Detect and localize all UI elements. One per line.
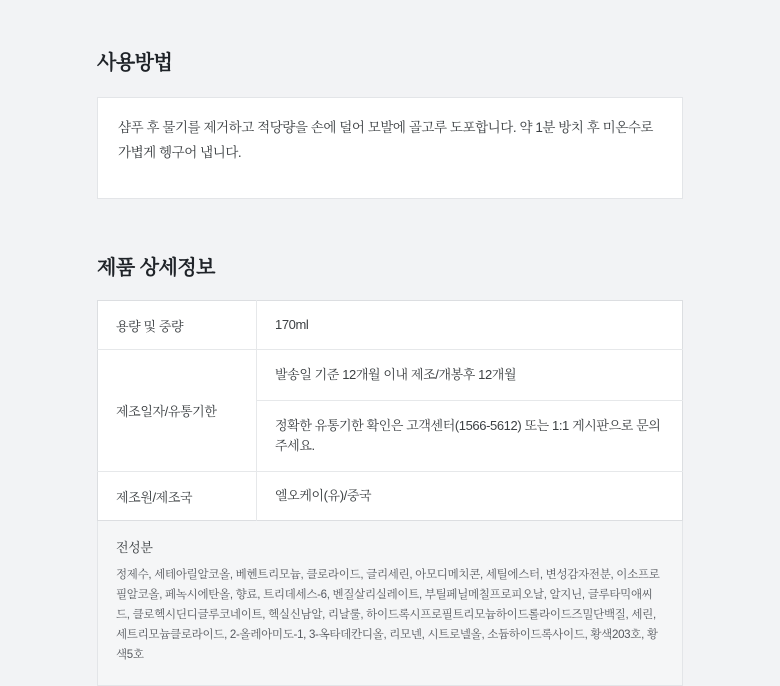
table-row bbox=[98, 301, 683, 350]
row-label-manufacture-date: 제조일자/유통기한 bbox=[98, 350, 257, 472]
ingredients-label: 전성분 bbox=[116, 540, 153, 555]
ingredients-text: 정제수, 세테아릴알코올, 베헨트리모늄, 클로라이드, 글리세린, 아모디메치콘, 세틸에스터, 변성감자전분, 이소프로필알코올, 페녹시에탄올, 향료, 트리데세스-6, 벤질살리실레이트, 부틸페닐메칠프로피오날, 알지닌, 글루타믹애씨드, 클로헥시딘디글루코네이트, 헥실신남알, 리날룰, 하이드록시프로필트리모늄하이드롤라이드즈밀단백질, 세린, 세트리모늄클로라이드, 2-올레아미도-1, 3-옥타데칸디올, 리모넨, 시트로넬올, 소듐하이드록사이드, 황색203호, 황색5호 bbox=[116, 569, 660, 661]
row-value-manufacture-date: 발송일 기준 12개월 이내 제조/개봉후 12개월 bbox=[257, 350, 683, 401]
table-row bbox=[98, 472, 683, 521]
usage-text: 샴푸 후 물기를 제거하고 적당량을 손에 덜어 모발에 골고루 도포합니다. 약 1분 방치 후 미온수로 가볍게 헹구어 냅니다. bbox=[118, 120, 654, 160]
ingredients-block bbox=[97, 521, 683, 686]
row-value-manufacturer: 엘오케이(유)/중국 bbox=[257, 472, 683, 521]
row-label-volume: 용량 및 중량 bbox=[98, 301, 257, 350]
row-label-manufacturer: 제조원/제조국 bbox=[98, 472, 257, 521]
row-value-volume: 170ml bbox=[257, 301, 683, 350]
row-value-expiry-note: 정확한 유통기한 확인은 고객센터(1566-5612) 또는 1:1 게시판으로 문의주세요. bbox=[257, 401, 683, 472]
detail-section-title: 제품 상세정보 bbox=[97, 257, 215, 279]
usage-box bbox=[97, 97, 683, 199]
product-detail-table bbox=[97, 300, 683, 521]
table-row bbox=[98, 350, 683, 401]
usage-section-title: 사용방법 bbox=[97, 52, 173, 74]
